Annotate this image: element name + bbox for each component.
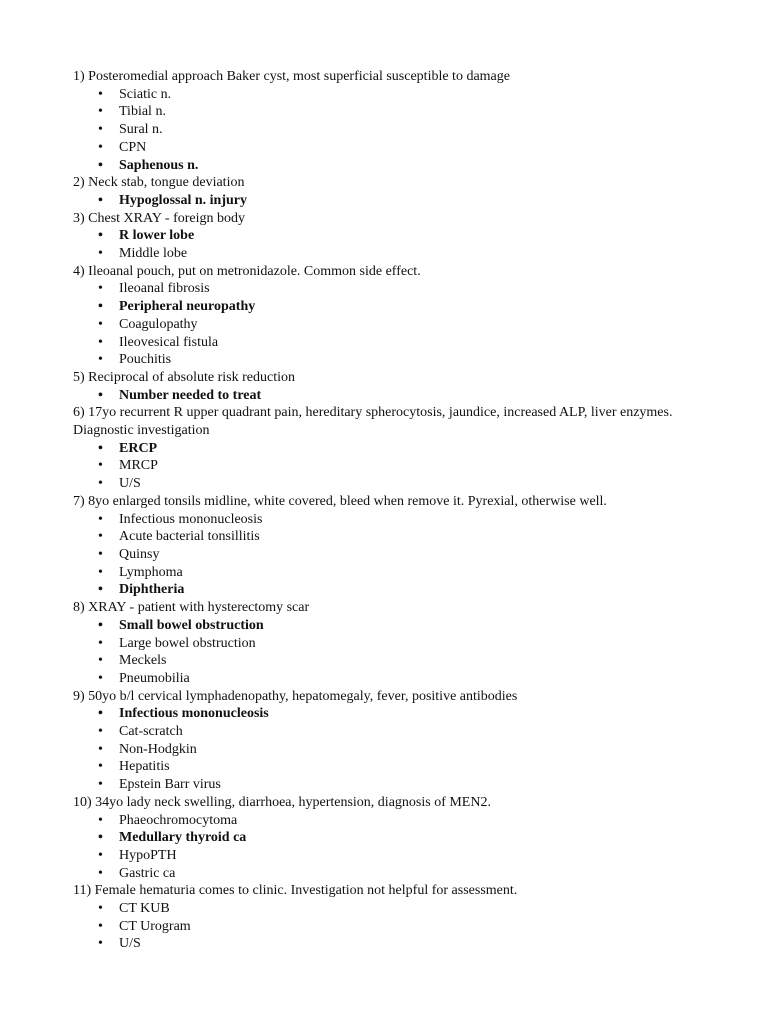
question-block <box>73 68 683 174</box>
answer-option: • Saphenous n. <box>73 157 683 175</box>
answer-option: • Small bowel obstruction <box>73 617 683 635</box>
question-stem: 6) 17yo recurrent R upper quadrant pain, hereditary spherocytosis, jaundice, increased ALP, liver enzymes. Diagnostic investigation <box>73 405 673 439</box>
question-stem: 1) Posteromedial approach Baker cyst, most superficial susceptible to damage <box>73 69 510 84</box>
question-stem: 7) 8yo enlarged tonsils midline, white covered, bleed when remove it. Pyrexial, otherwise well. <box>73 493 607 509</box>
option-item: • Gastric ca <box>73 865 683 883</box>
answer-option: • Infectious mononucleosis <box>73 705 683 723</box>
option-item: • Infectious mononucleosis <box>73 511 683 529</box>
option-item: • Lymphoma <box>73 564 683 582</box>
option-item: • Ileoanal fibrosis <box>73 280 683 298</box>
answer-option: • Number needed to treat <box>73 387 683 405</box>
option-item: • CT KUB <box>73 900 683 918</box>
question-stem: 4) Ileoanal pouch, put on metronidazole. Common side effect. <box>73 263 421 279</box>
option-item: • Sciatic n. <box>73 86 683 104</box>
question-stem: 9) 50yo b/l cervical lymphadenopathy, hepatomegaly, fever, positive antibodies <box>73 688 518 704</box>
question-block <box>73 210 683 263</box>
question-stem: 10) 34yo lady neck swelling, diarrhoea, hypertension, diagnosis of MEN2. <box>73 794 491 810</box>
option-item: • Quinsy <box>73 546 683 564</box>
option-item: • Ileovesical fistula <box>73 334 683 352</box>
question-stem: 5) Reciprocal of absolute risk reduction <box>73 369 295 385</box>
answer-option: • Peripheral neuropathy <box>73 298 683 316</box>
question-block <box>73 174 683 209</box>
option-list <box>73 705 683 794</box>
document-page <box>73 68 683 953</box>
option-item: • Pneumobilia <box>73 670 683 688</box>
answer-option: • Hypoglossal n. injury <box>73 192 683 210</box>
option-item: • Non-Hodgkin <box>73 741 683 759</box>
option-item: • U/S <box>73 475 683 493</box>
question-block <box>73 404 683 493</box>
question-stem: 2) Neck stab, tongue deviation <box>73 175 245 191</box>
answer-option: • ERCP <box>73 440 683 458</box>
option-list <box>73 192 683 210</box>
option-list <box>73 86 683 175</box>
option-item: • Cat-scratch <box>73 723 683 741</box>
question-block <box>73 794 683 883</box>
question-block <box>73 599 683 688</box>
option-item: • Phaeochromocytoma <box>73 812 683 830</box>
answer-option: • Diphtheria <box>73 581 683 599</box>
option-list <box>73 387 683 405</box>
option-item: • Tibial n. <box>73 103 683 121</box>
question-block <box>73 493 683 599</box>
option-list <box>73 617 683 688</box>
option-list <box>73 900 683 953</box>
question-block <box>73 882 683 953</box>
answer-option: • Medullary thyroid ca <box>73 829 683 847</box>
option-list <box>73 280 683 369</box>
question-block <box>73 369 683 404</box>
question-stem: 11) Female hematuria comes to clinic. Investigation not helpful for assessment. <box>73 883 518 899</box>
option-item: • Acute bacterial tonsillitis <box>73 528 683 546</box>
option-list <box>73 440 683 493</box>
option-list <box>73 227 683 262</box>
option-item: • Meckels <box>73 652 683 670</box>
option-item: • Middle lobe <box>73 245 683 263</box>
option-item: • U/S <box>73 935 683 953</box>
option-item: • Hepatitis <box>73 758 683 776</box>
option-list <box>73 812 683 883</box>
question-block <box>73 688 683 794</box>
question-stem: 8) XRAY - patient with hysterectomy scar <box>73 600 310 616</box>
answer-option: • R lower lobe <box>73 227 683 245</box>
option-item: • HypoPTH <box>73 847 683 865</box>
option-item: • CPN <box>73 139 683 157</box>
option-item: • Pouchitis <box>73 351 683 369</box>
option-item: • Coagulopathy <box>73 316 683 334</box>
option-item: • Epstein Barr virus <box>73 776 683 794</box>
option-list <box>73 511 683 600</box>
option-item: • CT Urogram <box>73 918 683 936</box>
option-item: • MRCP <box>73 457 683 475</box>
option-item: • Sural n. <box>73 121 683 139</box>
question-block <box>73 263 683 369</box>
option-item: • Large bowel obstruction <box>73 635 683 653</box>
question-stem: 3) Chest XRAY - foreign body <box>73 210 246 226</box>
